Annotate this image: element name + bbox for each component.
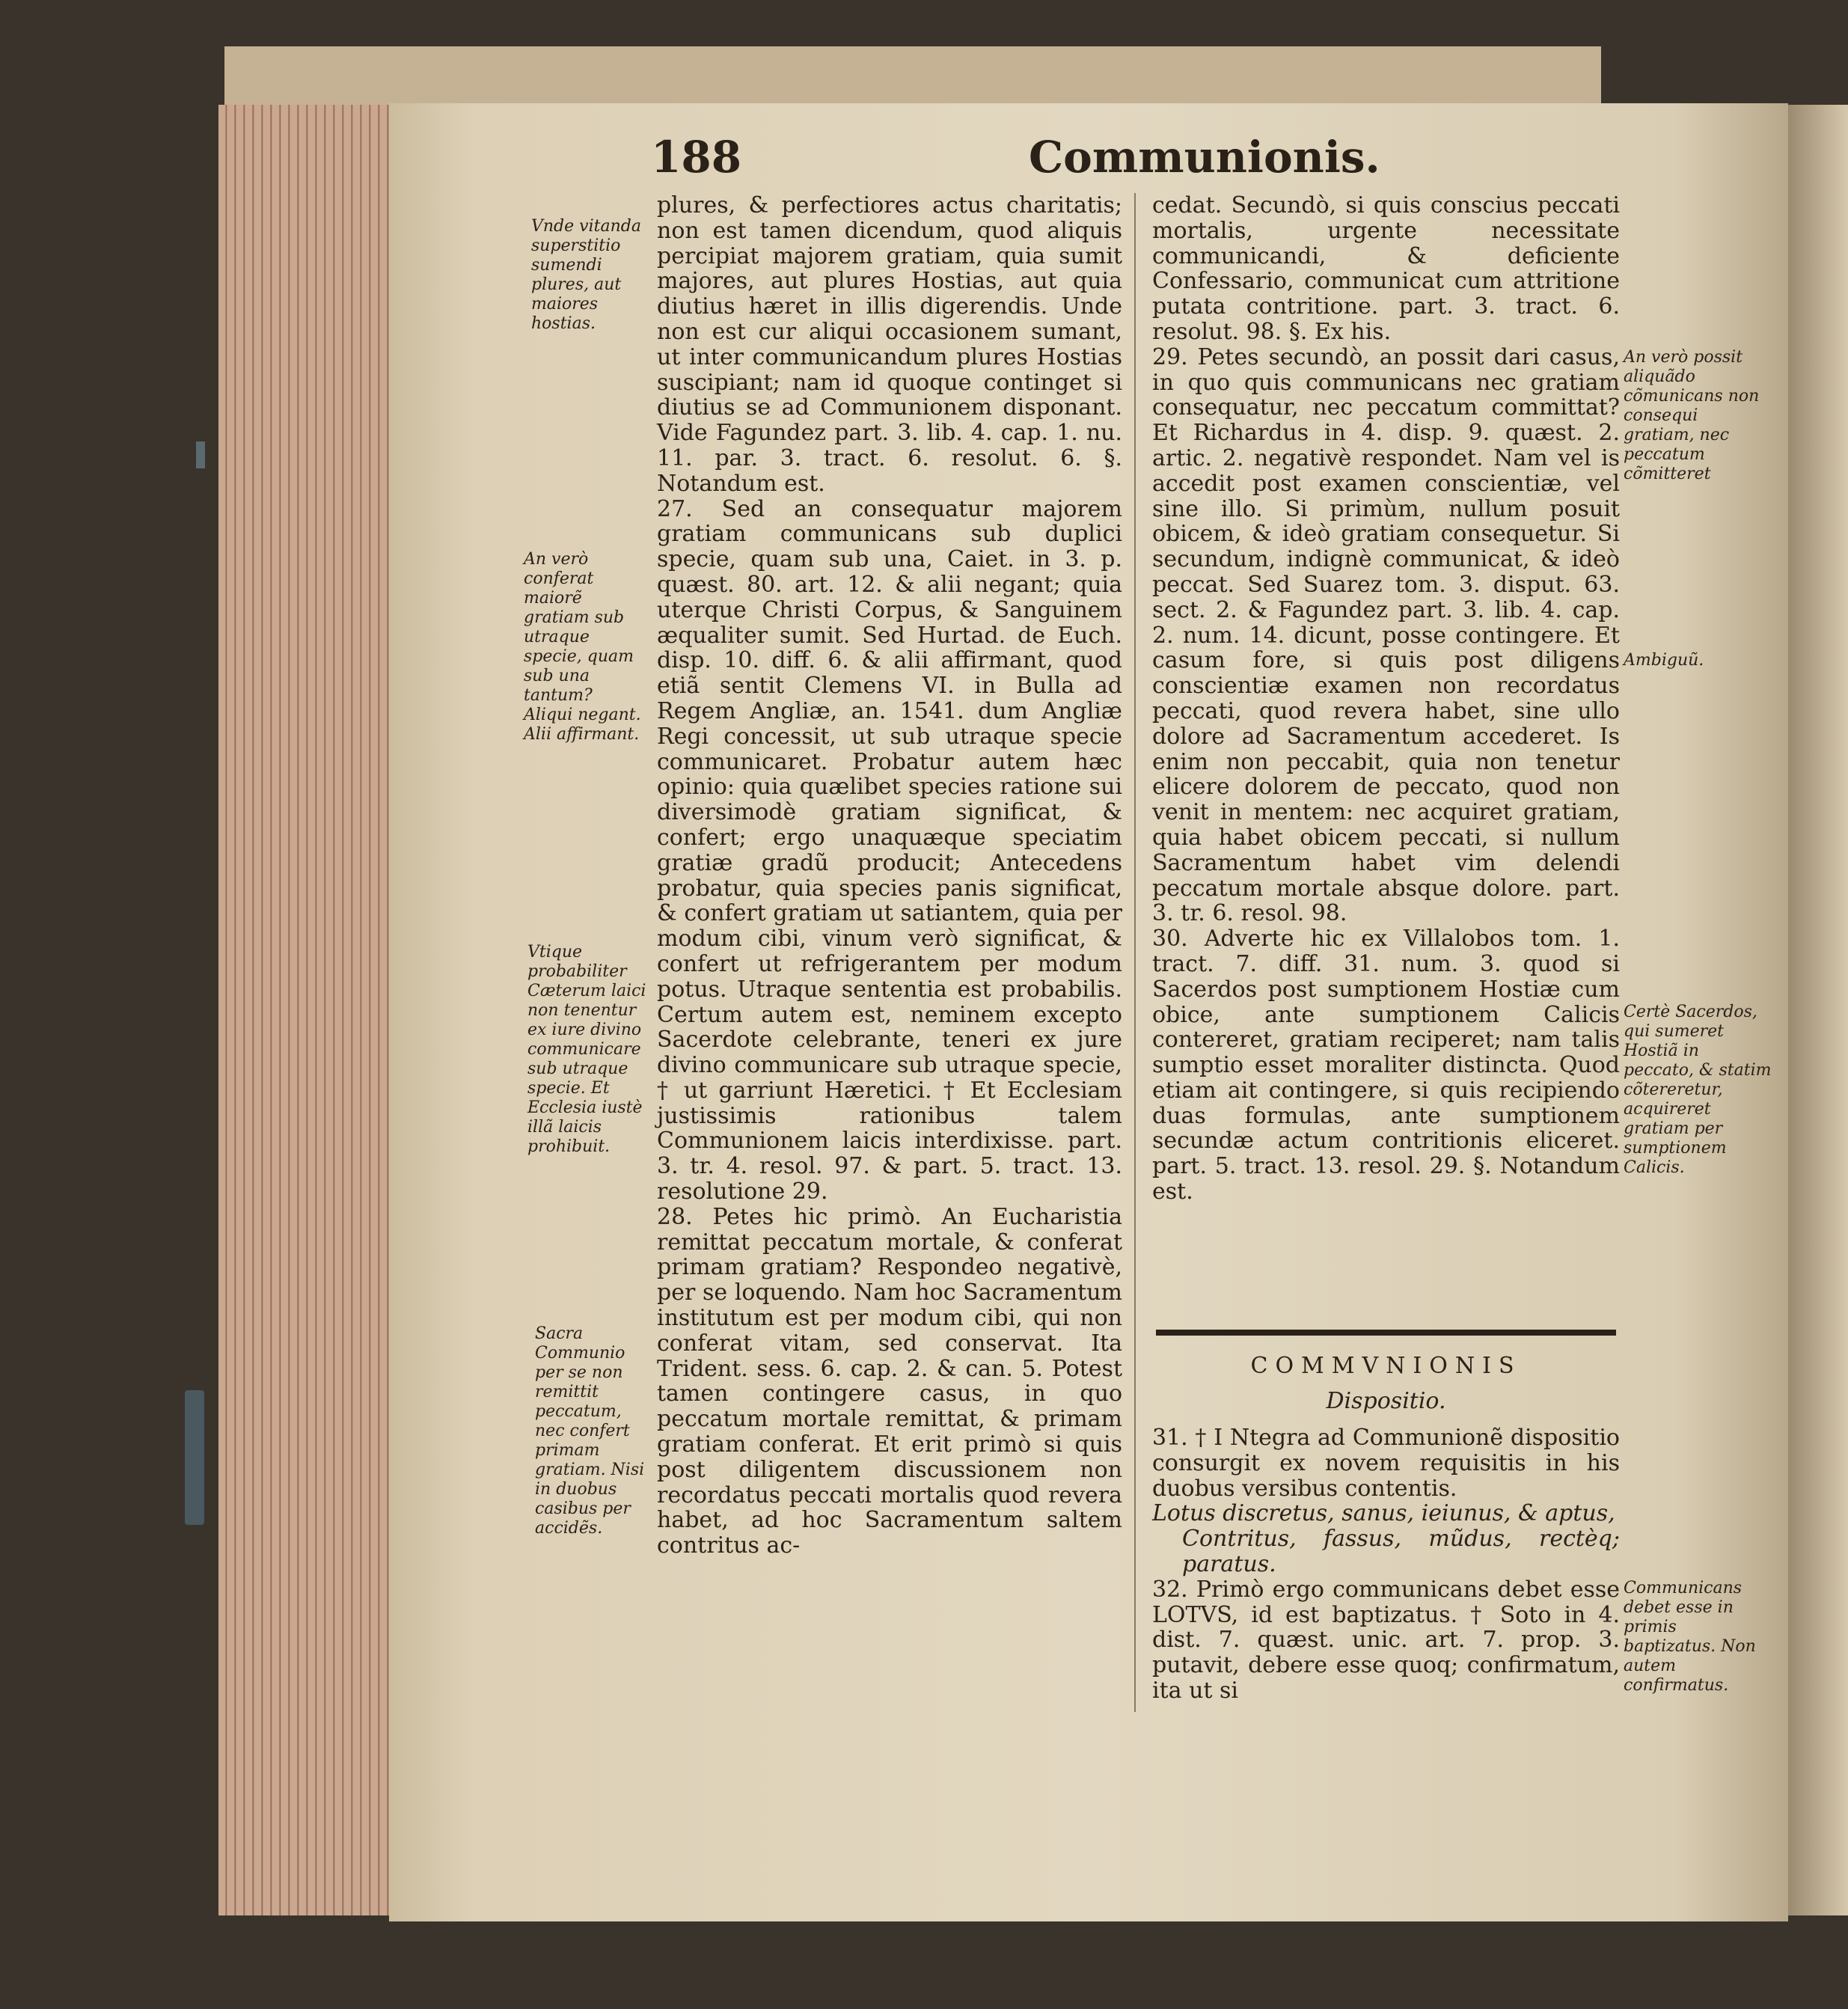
paragraph: 32. Primò ergo communicans debet esse LOTVS, id est baptizatus. † Soto in 4. dist. 7. quæst. unic. art. 7. prop. 3. putavit, debere esse quoq; confirmatum, ita ut si (1152, 1576, 1620, 1704)
clasp-pin-icon (196, 441, 205, 468)
section-subtitle: Dispositio. (1326, 1388, 1446, 1414)
margin-note-left: An verò conferat maiorẽ gratiam sub utraque specie, quam sub una tantum? Aliqui negant. Alii affirmant. (524, 550, 641, 744)
margin-note-right: Communicans debet esse in primis baptizatus. Non autem confirmatus. (1624, 1579, 1756, 1695)
clasp-icon (185, 1390, 204, 1525)
book-top-edge (224, 46, 1601, 106)
paragraph: 27. Sed an consequatur majorem gratiam communicans sub duplici specie, quam sub una, Caiet. in 3. p. quæst. 80. art. 12. & alii negant; quia uterque Christi Corpus, & Sanguinem æqualiter sumit. Sed Hurtad. de Euch. disp. 10. diff. 6. & alii affirmant, quod etiã sentit Clemens VI. in Bulla ad Regem Angliæ, an. 1541. dum Angliæ Regi concessit, ut sub utraque specie communicaret. Probatur autem hæc opinio: quia quælibet species ratione sui diversimodè gratiam significat, & confert; ergo unaquæque speciatim gratiæ gradũ producit; Antecedens probatur, quia species panis significat, & confert gratiam ut satiantem, quia per modum cibi, vinum verò significat, & confert ut refrigerantem per modum potus. Utraque sententia est probabilis. Certum autem est, neminem excepto Sacerdote celebrante, teneri ex jure divino communicare sub utraque specie, † ut garriunt Hæretici. † Et Ecclesiam justissimis rationibus talem Communionem laicis interdixisse. part. 3. tr. 4. resol. 97. & part. 5. tract. 13. resolutione 29. (657, 495, 1122, 1205)
page-number: 188 (651, 132, 742, 183)
margin-note-left: Vnde vitanda superstitio sumendi plures, aut maiores hostias. (531, 217, 641, 333)
running-head: Communionis. (1029, 132, 1380, 183)
margin-note-left: Vtique probabiliter Cæterum laici non tenentur ex iure divino communicare sub utraque specie. Et Ecclesia iustè illã laicis prohibuit. (527, 943, 646, 1156)
margin-note-right: An verò possit aliquãdo cõmunicans non consequi gratiam, nec peccatum cõmitteret (1624, 348, 1760, 483)
margin-note-right: Ambiguũ. (1624, 651, 1704, 670)
column-divider (1134, 193, 1136, 1712)
section-rule (1156, 1330, 1616, 1336)
margin-note-right: Certè Sacerdos, qui sumeret Hostiã in peccato, & statim cõtereretur, acquireret gratiam per sumptionem Calicis. (1624, 1003, 1772, 1177)
facing-page-edge (1788, 105, 1848, 1915)
paragraph: 31. † I Ntegra ad Communionẽ dispositio consurgit ex novem requisitis in his duobus versibus contentis. (1152, 1425, 1620, 1502)
paragraph: 29. Petes secundò, an possit dari casus, in quo quis communicans nec gratiam consequatur, nec peccatum committat? Et Richardus in 4. disp. 9. quæst. 2. artic. 2. negativè respondet. Nam vel is accedit post examen conscientiæ, vel sine illo. Si primùm, nullum posuit obicem, & ideò gratiam consequetur. Si secundum, indignè communicat, & ideò peccat. Sed Suarez tom. 3. disput. 63. sect. 2. & Fagundez part. 3. lib. 4. cap. 2. num. 14. dicunt, posse contingere. Et casum fore, si quis post diligens conscientiæ examen non recordatus peccati, quod revera habet, sine ullo dolore ad Sacramentum accederet. Is enim non peccabit, quia non tenetur elicere dolorem de peccato, quod non venit in mentem: nec acquiret gratiam, quia habet obicem peccati, si nullum Sacramentum habet vim delendi peccatum mortale absque dolore. part. 3. tr. 6. resol. 98. (1152, 343, 1620, 927)
paragraph: plures, & perfectiores actus charitatis; non est tamen dicendum, quod aliquis percipiat majorem gratiam, quia sumit majores, aut plures Hostias, aut quia diutius hæret in illis digerendis. Unde non est cur aliqui occasionem sumant, ut inter communicandum plures Hostias suscipiant; nam id quoque continget si diutius se ad Communionem disponant. Vide Fagundez part. 3. lib. 4. cap. 1. nu. 11. par. 3. tract. 6. resolut. 6. §. Notandum est. (657, 192, 1122, 497)
page-edges (218, 105, 398, 1915)
left-column (657, 193, 1122, 1559)
right-column-lower (1152, 1425, 1620, 1704)
right-column (1152, 193, 1620, 1205)
verse-line: Contritus, fassus, mũdus, rectèq; paratus. (1182, 1526, 1620, 1577)
section-title: COMMVNIONIS (1250, 1353, 1522, 1379)
paragraph: 28. Petes hic primò. An Eucharistia remittat peccatum mortale, & conferat primam gratiam? Respondeo negativè, per se loquendo. Nam hoc Sacramentum institutum est per modum cibi, qui non conferat vitam, sed conservat. Ita Trident. sess. 6. cap. 2. & can. 5. Potest tamen contingere casus, in quo peccatum mortale remittat, & primam gratiam conferat. Et erit primò si quis post diligentem discussionem non recordatus peccati mortalis quod revera habet, ad hoc Sacramentum saltem contritus ac- (657, 1203, 1122, 1559)
margin-note-left: Sacra Communio per se non remittit peccatum, nec confert primam gratiam. Nisi in duobus casibus per accidẽs. (535, 1324, 645, 1538)
verse-line: Lotus discretus, sanus, ieiunus, & aptus, (1152, 1500, 1615, 1527)
paragraph: 30. Adverte hic ex Villalobos tom. 1. tract. 7. diff. 31. num. 3. quod si Sacerdos post sumptionem Hostiæ cum obice, ante sumptionem Calicis contereret, gratiam reciperet; nam talis sumptio esset moraliter distincta. Quod etiam ait contingere, si quis recipiendo duas formulas, ante sumptionem secundæ actum contritionis eliceret. part. 5. tract. 13. resol. 29. §. Notandum est. (1152, 926, 1620, 1205)
paragraph: cedat. Secundò, si quis conscius peccati mortalis, urgente necessitate communicandi, & deficiente Confessario, communicat cum attritione putata contritione. part. 3. tract. 6. resolut. 98. §. Ex his. (1152, 192, 1620, 345)
